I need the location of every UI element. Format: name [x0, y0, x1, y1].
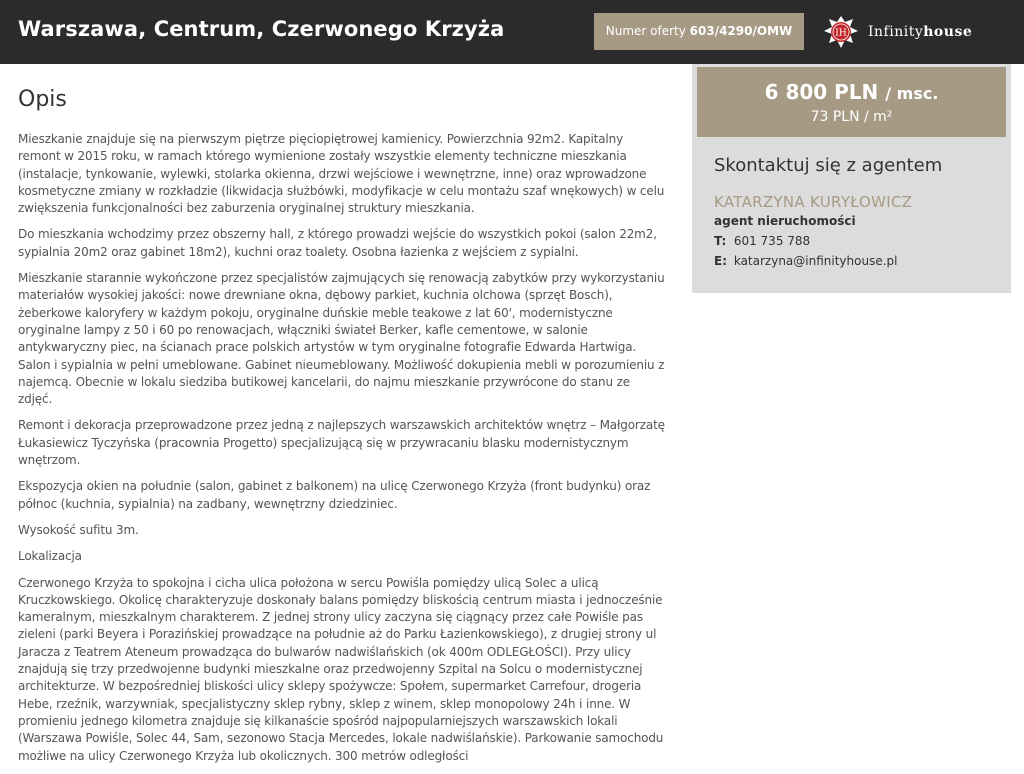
description-heading: Opis	[18, 87, 67, 112]
description-body	[18, 131, 666, 765]
description-paragraph: Czerwonego Krzyża to spokojna i cicha ulica położona w sercu Powiśla pomiędzy ulicą Solec a ulicą Kruczkowskiego. Okolicę charakteryzuje doskonały balans pomiędzy bliskością centrum miasta i jednocześnie kameralnym, mieszkalnym charakterem. Z jednej strony ulicy zaczyna się ciągnący przez całe Powiśle pas zieleni (parki Beyera i Porazińskiej prowadzące na południe aż do Parku Łazienkowskiego), z drugiej strony ul Jaracza z Teatrem Ateneum prowadząca do bulwarów nadwiślańskich (ok 400m ODLEGŁOŚCI). Przy ulicy znajdują się trzy przedwojenne budynki mieszkalne oraz przedwojenny Szpital na Solcu o modernistycznej architekturze. W bezpośredniej bliskości ulicy sklepy spożywcze: Społem, supermarket Carrefour, drogeria Hebe, rzeźnik, warzywniak, specjalistyczny sklep rybny, sklep z winem, sklep monopolowy 24h i inne. W promieniu jednego kilometra znajduje się kilkanaście spośród najpopularniejszych warszawskich lokali (Warszawa Powiśle, Solec 44, Sam, sezonowo Stacja Mercedes, lokale nadwiślańskie). Parkowanie samochodu możliwe na ulicy Czerwonego Krzyża lub okolicznych. 300 metrów odległości	[18, 575, 664, 763]
price-per-m2: 73 PLN / m²	[810, 109, 893, 125]
price-contact-panel	[692, 64, 1011, 293]
description-paragraph: Mieszkanie starannie wykończone przez specjalistów zajmujących się renowacją zabytków przy wykorzystaniu materiałów wysokiej jakości: nowe drewniane okna, dębowy parkiet, kuchnia olchowa (sprzęt Bosch), żeberkowe kaloryfery w każdym pokoju, oryginalne duńskie meble teakowe z lat 60', modernistyczne oryginalne lampy z 50 i 60 po renowacjach, włączniki świateł Berker, kafle cementowe, w salonie antykwaryczny piec, na ścianach prace polskich artystów w tym oryginalne fotografie Edwarda Hartwiga. Salon i sypialnia w pełni umeblowane. Gabinet nieumeblowany. Możliwość dokupienia mebli w porozumieniu z najemcą. Obecnie w lokalu siedziba butikowej kancelarii, do najmu mieszkanie przywrócone do stanu ze zdjęć.	[18, 271, 665, 407]
top-bar	[0, 0, 1024, 64]
agent-email-row	[714, 252, 1004, 270]
monthly-price	[697, 79, 1006, 107]
phone-label: T:	[714, 234, 727, 248]
page-title: Warszawa, Centrum, Czerwonego Krzyża	[18, 17, 505, 41]
brand-wordmark-regular: Infinity	[868, 24, 924, 40]
agent-role: agent nieruchomości	[714, 214, 856, 228]
infinityhouse-logo-icon	[820, 13, 862, 51]
brand-logo[interactable]	[820, 13, 972, 51]
description-paragraph: Mieszkanie znajduje się na pierwszym piętrze pięciopiętrowej kamienicy. Powierzchnia 92m2. Kapitalny remont w 2015 roku, w ramach którego wymienione zostały wszystkie elementy techniczne mieszkania (instalacje, tynkowanie, wylewki, stolarka okienna, drzwi wejściowe i wewnętrzne, inne) oraz wprowadzone kosmetyczne zmiany w rozkładzie (likwidacja służbówki, modyfikacje w celu montażu szaf wnękowych) w celu zwiększenia funkcjonalności bez zaburzenia oryginalnej struktury mieszkania.	[18, 132, 665, 216]
offer-label: Numer oferty	[605, 24, 686, 38]
description-paragraph: Do mieszkania wchodzimy przez obszerny hall, z którego prowadzi wejście do wszystkich pokoi (salon 22m2, sypialnia 20m2 oraz gabinet 18m2), kuchni oraz toalety. Osobna łazienka z wejściem z sypialni.	[18, 227, 657, 259]
description-paragraph: Ekspozycja okien na południe (salon, gabinet z balkonem) na ulicę Czerwonego Krzyża (front budynku) oraz północ (kuchnia, sypialnia) na zadbany, wewnętrzny dziedziniec.	[18, 479, 651, 511]
brand-wordmark	[868, 24, 972, 40]
logo-monogram: IH	[835, 28, 847, 39]
price-value: 6 800 PLN	[764, 80, 879, 104]
email-label: E:	[714, 254, 727, 268]
agent-phone[interactable]: 601 735 788	[733, 234, 811, 248]
agent-phone-row	[714, 232, 1004, 250]
offer-number: 603/4290/OMW	[689, 24, 793, 38]
listing-description	[18, 64, 666, 774]
price-box	[697, 67, 1006, 137]
agent-name: KATARZYNA KURYŁOWICZ	[714, 193, 913, 211]
location-subheading: Lokalizacja	[18, 549, 82, 564]
agent-contact	[714, 154, 1004, 270]
price-unit: / msc.	[885, 84, 939, 103]
description-paragraph: Remont i dekoracja przeprowadzone przez jedną z najlepszych warszawskich architektów wnętrz – Małgorzatę Łukasiewicz Tyczyńska (pracownia Progetto) specjalizującą się w przywracaniu blasku modernistycznym wnętrzom.	[18, 418, 665, 468]
offer-number-badge	[594, 13, 804, 50]
description-paragraph: Wysokość sufitu 3m.	[18, 522, 139, 537]
contact-heading: Skontaktuj się z agentem	[714, 155, 943, 176]
agent-email[interactable]: katarzyna@infinityhouse.pl	[733, 254, 898, 268]
brand-wordmark-bold: house	[923, 24, 973, 40]
